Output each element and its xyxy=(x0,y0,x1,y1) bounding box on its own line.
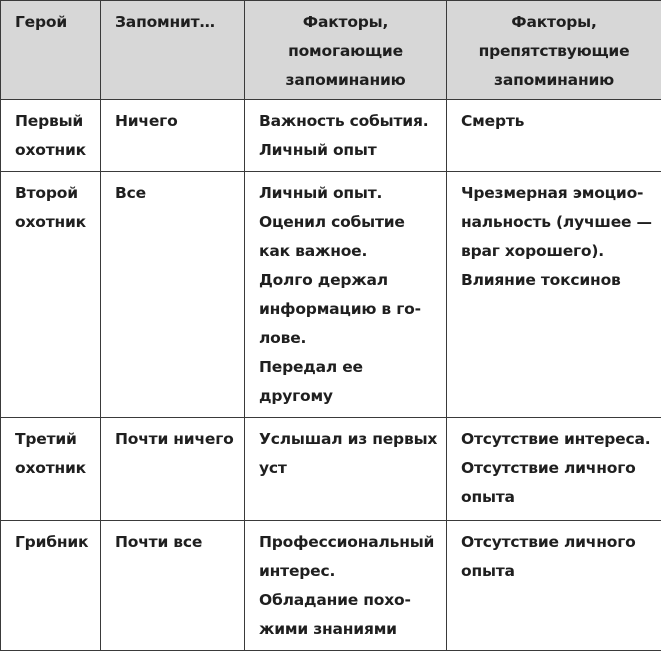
cell-remembered: Почти все xyxy=(101,521,245,651)
cell-hindering-factors: Смерть xyxy=(447,100,661,172)
cell-hindering-factors: Отсутствие интереса. Отсутствие личного опыта xyxy=(447,418,661,521)
cell-hero: Второй охотник xyxy=(1,172,101,418)
cell-helping-factors: Личный опыт. Оценил событие как важное. Долго держал информацию в го- лове. Передал ее другому xyxy=(245,172,447,418)
cell-hero: Первый охотник xyxy=(1,100,101,172)
cell-remembered: Почти ничего xyxy=(101,418,245,521)
cell-helping-factors: Услышал из первых уст xyxy=(245,418,447,521)
cell-helping-factors: Важность события. Личный опыт xyxy=(245,100,447,172)
cell-hindering-factors: Отсутствие личного опыта xyxy=(447,521,661,651)
table-row xyxy=(1,100,661,172)
cell-helping-factors: Профессиональный интерес. Обладание похо- жими знаниями xyxy=(245,521,447,651)
cell-hero: Третий охотник xyxy=(1,418,101,521)
header-remembered: Запомнит… xyxy=(101,1,245,100)
header-helping-factors: Факторы, помогающие запоминанию xyxy=(245,1,447,100)
header-hindering-factors: Факторы, препятствующие запоминанию xyxy=(447,1,661,100)
cell-remembered: Ничего xyxy=(101,100,245,172)
header-hero: Герой xyxy=(1,1,101,100)
table-row xyxy=(1,172,661,418)
cell-hindering-factors: Чрезмерная эмоцио- нальность (лучшее — враг хорошего). Влияние токсинов xyxy=(447,172,661,418)
table-row xyxy=(1,418,661,521)
cell-hero: Грибник xyxy=(1,521,101,651)
cell-remembered: Все xyxy=(101,172,245,418)
table-row xyxy=(1,521,661,651)
header-row xyxy=(1,1,661,100)
